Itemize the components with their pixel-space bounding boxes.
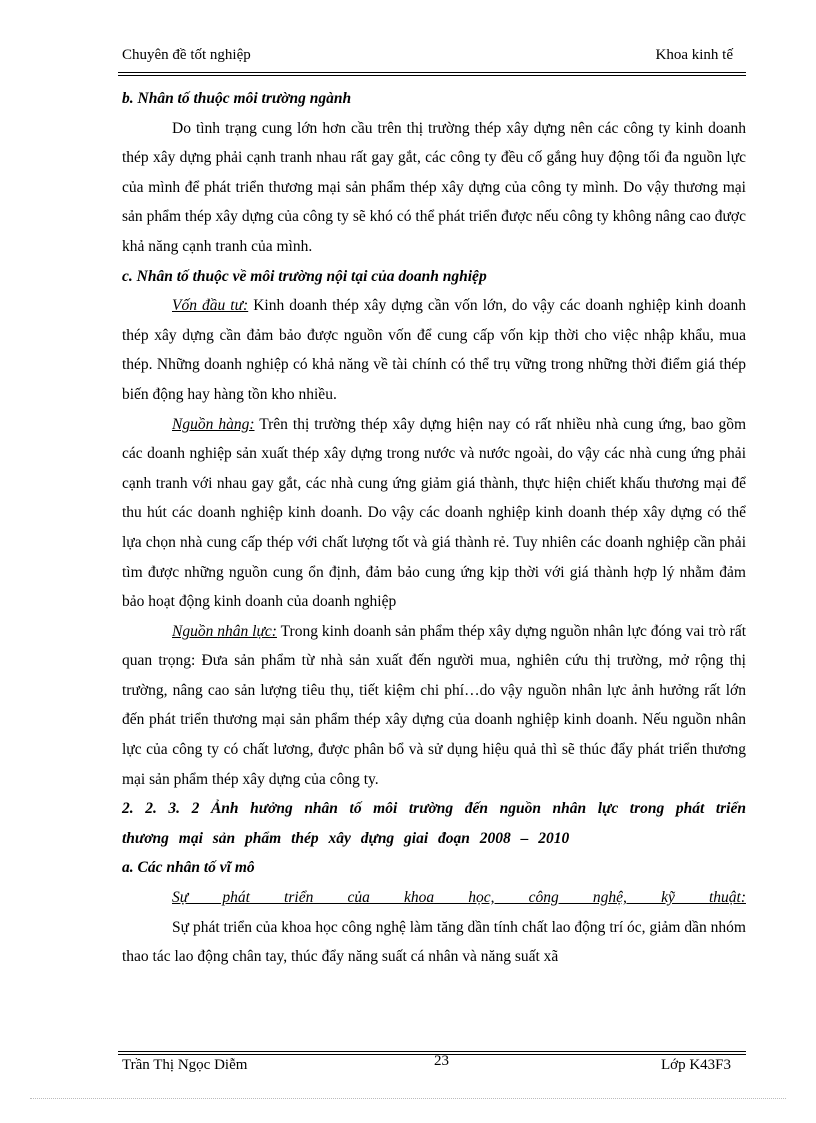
- text-capital: Kinh doanh thép xây dựng cần vốn lớn, do vậy các doanh nghiệp kinh doanh thép xây dựng cần đảm bảo được nguồn vốn để cung cấp vốn kịp thời cho việc nhập khẩu, mua thép. Những doanh nghiệp có khả năng về tài chính có thể trụ vững trong những thời điểm giá thép biến động hay hàng tồn kho nhiều.: [122, 297, 746, 403]
- label-supply: Nguồn hàng:: [172, 415, 255, 433]
- page-bottom-border: [30, 1098, 786, 1099]
- label-capital: Vốn đầu tư:: [172, 297, 249, 315]
- heading-section-2232: 2. 2. 3. 2 Ảnh hưởng nhân tố môi trường đến nguồn nhân lực trong phát triển thương mại sản phẩm thép xây dựng giai đoạn 2008 – 2010: [122, 800, 746, 847]
- footer-class: Lớp K43F3: [660, 1057, 731, 1073]
- document-body: [122, 84, 746, 972]
- paragraph-capital: [122, 291, 746, 409]
- footer-author: Trần Thị Ngọc Diễm: [122, 1057, 248, 1073]
- header-divider: [118, 72, 746, 76]
- subheading-technology: Sự phát triển của khoa học, công nghệ, kỹ thuật:: [172, 889, 746, 907]
- footer-divider: [118, 1051, 746, 1055]
- paragraph-industry: Do tình trạng cung lớn hơn cầu trên thị trường thép xây dựng nên các công ty kinh doanh thép xây dựng phải cạnh tranh nhau rất gay gắt, các công ty đều cố gắng huy động tối đa nguồn lực của mình để phát triển thương mại sản phẩm thép xây dựng của công ty mình. Do vậy thương mại sản phẩm thép xây dựng của công ty sẽ khó có thể phát triển được nếu công ty không nâng cao được khả năng cạnh tranh của mình.: [122, 119, 746, 255]
- header-faculty: Khoa kinh tế: [655, 47, 733, 63]
- heading-macro-factors: a. Các nhân tố vĩ mô: [122, 859, 255, 877]
- heading-internal-factors: c. Nhân tố thuộc về môi trường nội tại của doanh nghiệp: [122, 267, 487, 285]
- page-number: 23: [434, 1053, 449, 1069]
- heading-industry-factors: b. Nhân tố thuộc môi trường ngành: [122, 90, 352, 107]
- text-human-resources: Trong kinh doanh sản phẩm thép xây dựng nguồn nhân lực đóng vai trò rất quan trọng: Đưa sản phẩm từ nhà sản xuất đến người mua, nghiên cứu thị trường, mở rộng thị trường, nâng cao sản lượng tiêu thụ, tiết kiệm chi phí…do vậy nguồn nhân lực ảnh hưởng rất lớn đến phát triển thương mại sản phẩm thép xây dựng của doanh nghiệp kinh doanh. Nếu nguồn nhân lực của công ty có chất lương, được phân bổ và sử dụng hiệu quả thì sẽ thúc đẩy phát triển thương mại sản phẩm thép xây dựng của công ty.: [122, 622, 747, 788]
- paragraph-human-resources: [122, 617, 746, 795]
- paragraph-technology: Sự phát triển của khoa học công nghệ làm tăng dần tính chất lao động trí óc, giảm dần nhóm thao tác lao động chân tay, thúc đẩy năng suất cá nhân và năng suất xã: [122, 918, 746, 966]
- label-human-resources: Nguồn nhân lực:: [172, 622, 277, 640]
- header-title: Chuyên đề tốt nghiệp: [122, 47, 251, 63]
- text-supply: Trên thị trường thép xây dựng hiện nay có rất nhiều nhà cung ứng, bao gồm các doanh nghiệp sản xuất thép xây dựng trong nước và nước ngoài, do vậy các nhà cung ứng phải cạnh tranh với nhau gay gắt, các nhà cung ứng giảm giá thành, thực hiện chiết khấu thương mại để thu hút các doanh nghiệp kinh doanh. Do vậy các doanh nghiệp kinh doanh thép xây dựng có thể lựa chọn nhà cung cấp thép với chất lượng tốt và giá thành rẻ. Tuy nhiên các doanh nghiệp cần phải tìm được những nguồn cung ổn định, đảm bảo cung ứng kịp thời với giá thành hợp lý nhằm đảm bảo hoạt động kinh doanh của doanh nghiệp: [122, 415, 746, 611]
- paragraph-supply: [122, 410, 746, 617]
